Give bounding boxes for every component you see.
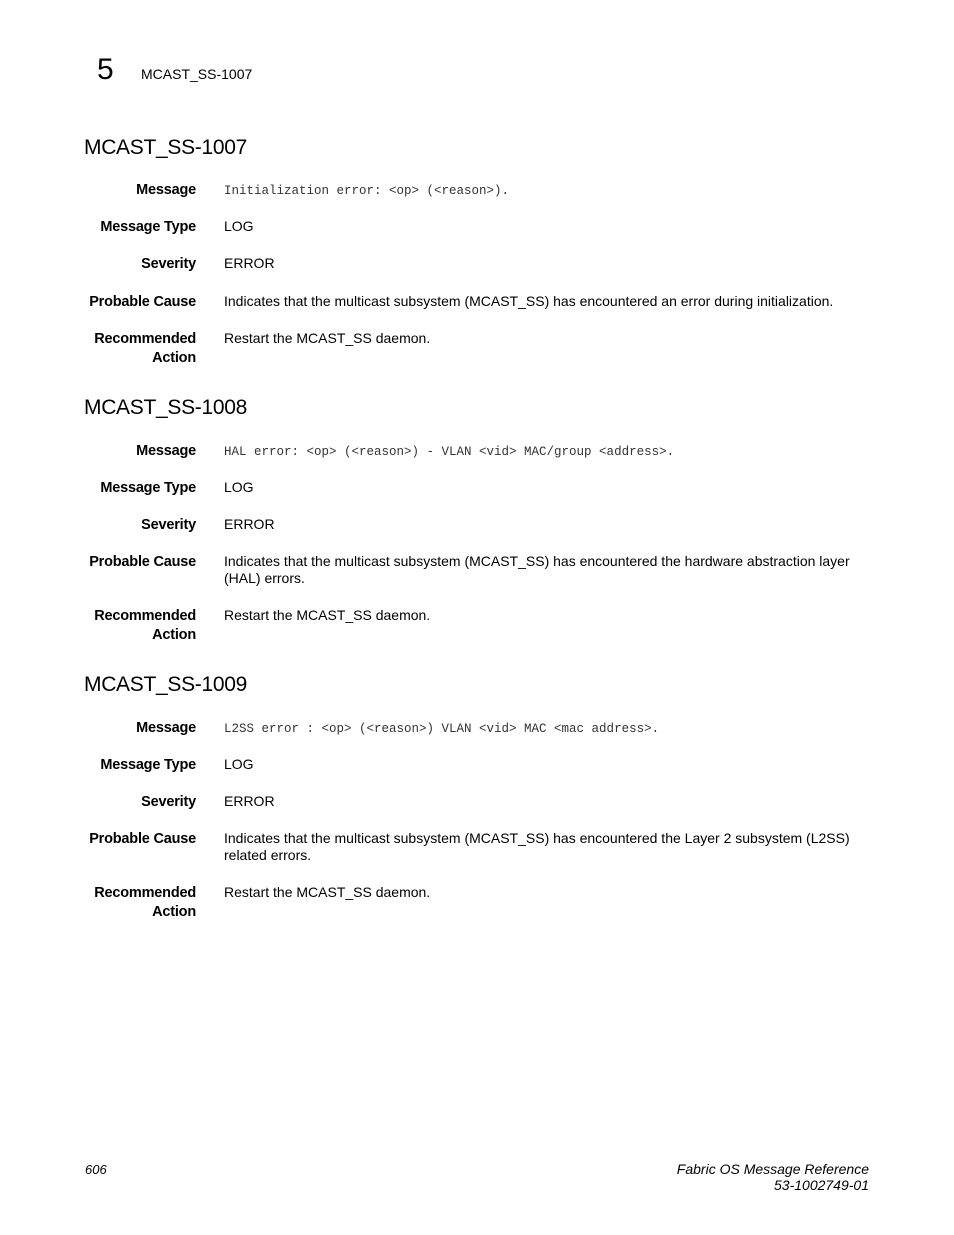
label-line: Recommended xyxy=(94,885,196,901)
entry-title: MCAST_SS-1008 xyxy=(84,396,248,419)
label-line: Recommended xyxy=(94,608,196,624)
message-label: Message xyxy=(136,443,196,459)
entry-title: MCAST_SS-1009 xyxy=(84,673,248,696)
label-line: Action xyxy=(152,350,196,366)
probable-cause-value xyxy=(224,830,864,864)
page-number: 606 xyxy=(85,1162,107,1177)
message-type-label: Message Type xyxy=(100,480,196,496)
probable-cause-label: Probable Cause xyxy=(89,831,196,847)
probable-cause-line: (HAL) errors. xyxy=(224,570,305,586)
probable-cause-value xyxy=(224,553,864,587)
message-type-label: Message Type xyxy=(100,219,196,235)
probable-cause-line: Indicates that the multicast subsystem (MCAST_SS) has encountered the Layer 2 subsystem (L2SS) xyxy=(224,830,850,846)
recommended-action-value: Restart the MCAST_SS daemon. xyxy=(224,884,431,900)
severity-label: Severity xyxy=(141,256,196,272)
chapter-number: 5 xyxy=(97,53,114,86)
label-line: Action xyxy=(152,904,196,920)
document-number: 53-1002749-01 xyxy=(774,1177,869,1193)
severity-value: ERROR xyxy=(224,255,275,271)
severity-value: ERROR xyxy=(224,793,275,809)
severity-value: ERROR xyxy=(224,516,275,532)
message-text: L2SS error : <op> (<reason>) VLAN <vid> MAC <mac address>. xyxy=(224,722,660,736)
message-text: Initialization error: <op> (<reason>). xyxy=(224,184,510,198)
document-title: Fabric OS Message Reference xyxy=(676,1161,869,1177)
message-label: Message xyxy=(136,720,196,736)
probable-cause-line: Indicates that the multicast subsystem (MCAST_SS) has encountered the hardware abstraction layer xyxy=(224,553,850,569)
message-label: Message xyxy=(136,182,196,198)
document-footer xyxy=(677,1161,869,1193)
probable-cause-label: Probable Cause xyxy=(89,554,196,570)
probable-cause-line: related errors. xyxy=(224,847,312,863)
recommended-action-value: Restart the MCAST_SS daemon. xyxy=(224,607,431,623)
severity-label: Severity xyxy=(141,794,196,810)
probable-cause-value xyxy=(224,293,864,310)
message-type-value: LOG xyxy=(224,218,254,234)
recommended-action-label xyxy=(36,884,196,922)
recommended-action-label xyxy=(36,330,196,368)
label-line: Recommended xyxy=(94,331,196,347)
recommended-action-value: Restart the MCAST_SS daemon. xyxy=(224,330,431,346)
running-header: MCAST_SS-1007 xyxy=(141,66,253,82)
message-type-value: LOG xyxy=(224,479,254,495)
message-type-label: Message Type xyxy=(100,757,196,773)
probable-cause-line: Indicates that the multicast subsystem (MCAST_SS) has encountered an error during initialization. xyxy=(224,293,834,309)
message-text: HAL error: <op> (<reason>) - VLAN <vid> MAC/group <address>. xyxy=(224,445,675,459)
label-line: Action xyxy=(152,627,196,643)
probable-cause-label: Probable Cause xyxy=(89,294,196,310)
message-type-value: LOG xyxy=(224,756,254,772)
severity-label: Severity xyxy=(141,517,196,533)
entry-title: MCAST_SS-1007 xyxy=(84,136,248,159)
recommended-action-label xyxy=(36,607,196,645)
